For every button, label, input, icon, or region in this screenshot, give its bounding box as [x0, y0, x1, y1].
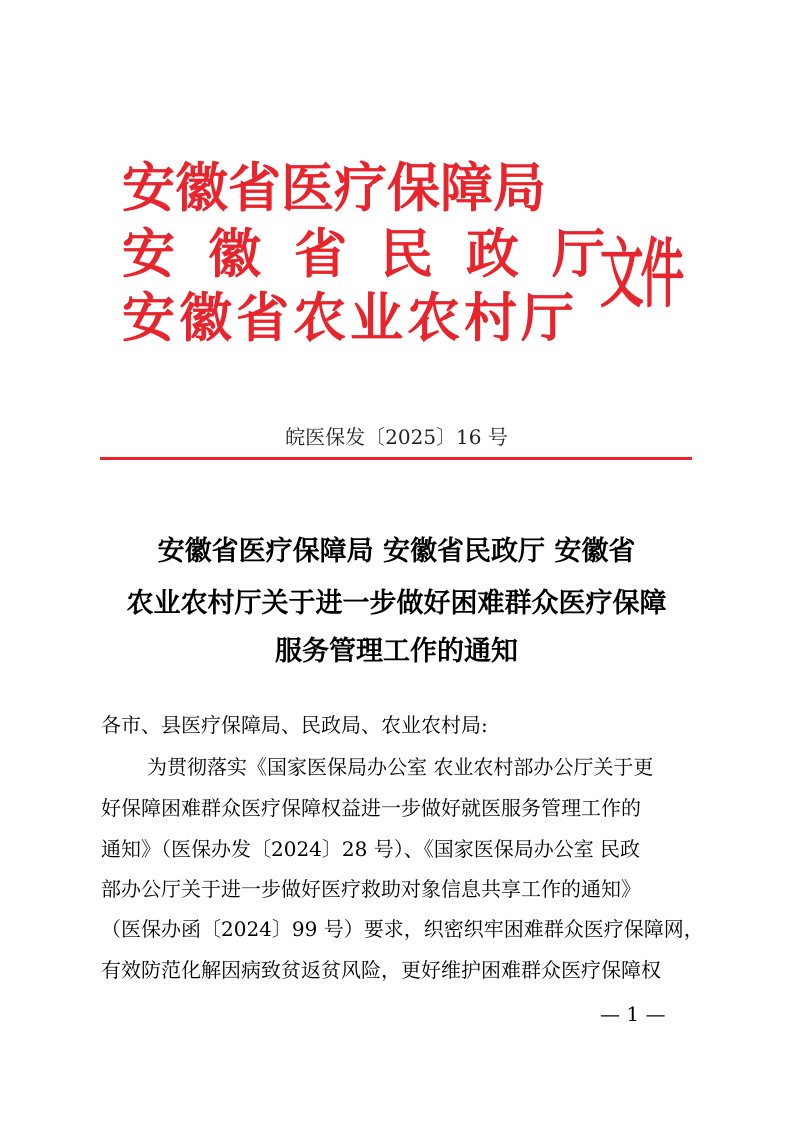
document-number: 皖医保发〔2025〕16 号 [285, 425, 508, 449]
body-text-line: 部办公厅关于进一步做好医疗救助对象信息共享工作的通知》 [101, 877, 641, 901]
body-text-line: 有效防范化解因病致贫返贫风险，更好维护困难群众医疗保障权 [101, 958, 661, 982]
body-text-line: 好保障困难群众医疗保障权益进一步做好就医服务管理工作的 [101, 796, 641, 820]
title-line: 服务管理工作的通知 [275, 636, 518, 667]
title-line: 农业农村厅关于进一步做好困难群众医疗保障 [126, 588, 667, 619]
body-text-line: 为贯彻落实《国家医保局办公室 农业农村部办公厅关于更 [147, 755, 654, 779]
red-divider-line [100, 457, 692, 460]
page-number: — 1 — [600, 1002, 666, 1026]
issuer-civil-affairs-department: 安徽省民政厅 [122, 223, 638, 285]
issuer-medical-security-bureau: 安徽省医疗保障局 [122, 157, 546, 219]
salutation: 各市、县医疗保障局、民政局、农业农村局: [101, 713, 488, 737]
body-text-line: （医保办函〔2024〕99 号）要求，织密织牢困难群众医疗保障网， [101, 917, 704, 941]
issuer-agriculture-rural-affairs-department: 安徽省农业农村厅 [122, 287, 578, 349]
body-text-line: 通知》（医保办发〔2024〕28 号）、《国家医保局办公室 民政 [101, 837, 641, 861]
document-word: 文件 [600, 229, 682, 319]
title-line: 安徽省医疗保障局 安徽省民政厅 安徽省 [157, 536, 636, 567]
